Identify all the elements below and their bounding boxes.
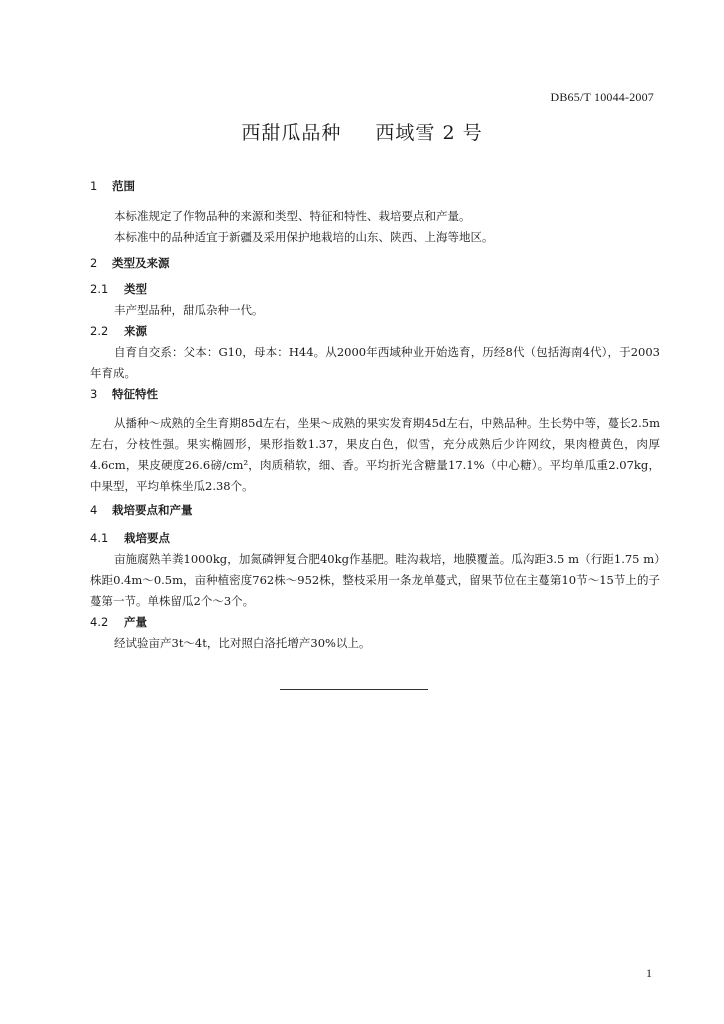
section-heading [90, 384, 660, 405]
paragraph: 本标准规定了作物品种的来源和类型、特征和特性、栽培要点和产量。 [114, 209, 471, 223]
section-cultivation-yield [90, 500, 660, 654]
title-variety: 西域雪 2 号 [375, 122, 483, 144]
document-title [0, 118, 724, 145]
section-number: 1 [90, 179, 98, 193]
subsection-number: 4.2 [90, 615, 109, 629]
subsection-heading [90, 612, 660, 633]
section-number: 3 [90, 387, 98, 401]
section-scope [90, 176, 660, 248]
subsection-heading [90, 279, 660, 300]
section-number: 2 [90, 256, 98, 270]
page-number: 1 [646, 966, 652, 980]
section-title: 类型及来源 [112, 256, 170, 270]
paragraph: 从播种～成熟的全生育期85d左右，坐果～成熟的果实发育期45d左右，中熟品种。生长势中等，蔓长2.5m左右，分枝性强。果实椭圆形，果形指数1.37，果皮白色，似雪，充分成熟后少许网纹，果肉橙黄色，肉厚4.6cm，果皮硬度26.6磅/cm²，肉质稍软，细、香。平均折光含糖量17.1%（中心糖）。平均单瓜重2.07kg，中果型，平均单株坐瓜2.38个。 [90, 416, 660, 493]
section-heading [90, 253, 660, 274]
document-code: DB65/T 10044-2007 [550, 90, 654, 104]
section-title: 栽培要点和产量 [112, 503, 193, 517]
subsection-title: 产量 [124, 615, 147, 629]
section-title: 范围 [112, 179, 135, 193]
subsection-heading [90, 528, 660, 549]
paragraph: 丰产型品种，甜瓜杂种一代。 [114, 303, 264, 317]
subsection-heading [90, 321, 660, 342]
paragraph: 亩施腐熟羊粪1000kg，加氮磷钾复合肥40kg作基肥。畦沟栽培，地膜覆盖。瓜沟距3.5 m（行距1.75 m）株距0.4m～0.5m，亩种植密度762株～952株，整枝采用一条龙单蔓式，留果节位在主蔓第10节～15节上的子蔓第一节。单株留瓜2个～3个。 [90, 552, 660, 608]
paragraph: 本标准中的品种适宜于新疆及采用保护地栽培的山东、陕西、上海等地区。 [114, 230, 494, 244]
paragraph: 经试验亩产3t～4t，比对照白洛托增产30%以上。 [114, 636, 371, 650]
title-category: 西甜瓜品种 [241, 122, 342, 144]
section-type-source [90, 253, 660, 384]
subsection-title: 栽培要点 [124, 531, 170, 545]
paragraph: 自育自交系：父本：G10，母本：H44。从2000年西域种业开始选育，历经8代（包括海南4代），于2003年育成。 [90, 345, 660, 380]
end-separator-line [280, 689, 428, 690]
section-number: 4 [90, 503, 98, 517]
section-title: 特征特性 [112, 387, 158, 401]
subsection-title: 来源 [124, 324, 147, 338]
subsection-number: 2.1 [90, 282, 109, 296]
section-heading [90, 176, 660, 197]
section-heading [90, 500, 660, 521]
section-characteristics [90, 384, 660, 497]
subsection-number: 2.2 [90, 324, 109, 338]
subsection-title: 类型 [124, 282, 147, 296]
subsection-number: 4.1 [90, 531, 109, 545]
